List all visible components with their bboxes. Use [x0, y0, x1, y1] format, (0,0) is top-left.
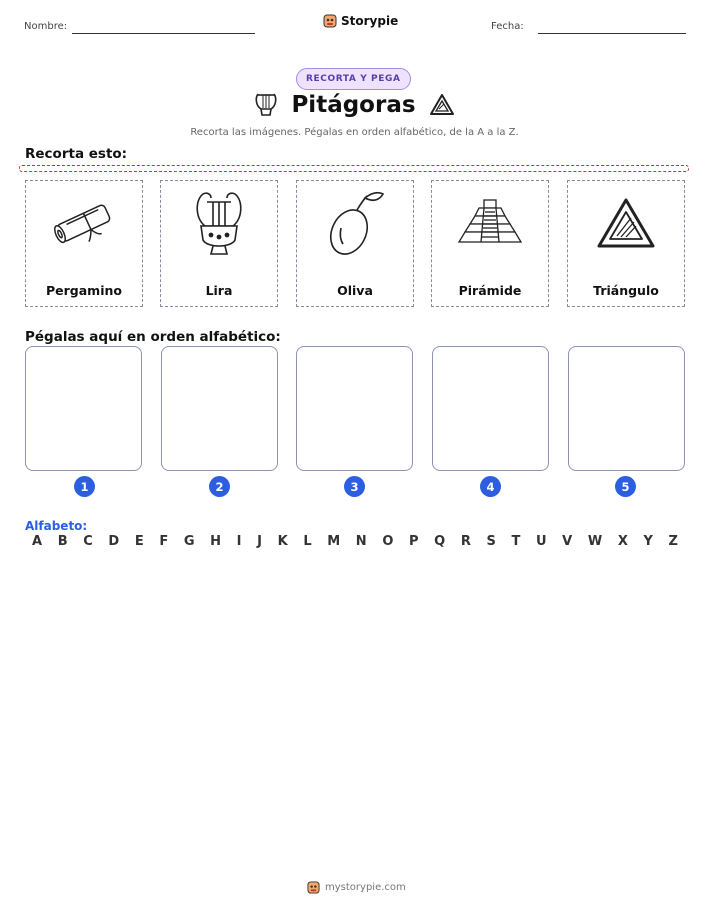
footer: [307, 880, 406, 895]
card-piramide[interactable]: [431, 180, 549, 307]
alphabet-letter: G: [183, 534, 195, 549]
slot-number-2: 2: [209, 476, 230, 497]
slot-number-3: 3: [344, 476, 365, 497]
alphabet-letter: B: [57, 534, 68, 549]
alphabet-letter: Z: [668, 534, 678, 549]
card-triangulo[interactable]: [567, 180, 685, 307]
alphabet-letter: V: [562, 534, 573, 549]
alphabet-letter: Y: [643, 534, 653, 549]
alphabet-letter: U: [535, 534, 547, 549]
lyre-icon: [189, 188, 249, 260]
slot-number-5: 5: [615, 476, 636, 497]
instructions: Recorta las imágenes. Pégalas en orden alfabético, de la A a la Z.: [190, 127, 519, 138]
alphabet-letter: Q: [434, 534, 446, 549]
alphabet-letter: W: [587, 534, 603, 549]
alphabet-letter: A: [32, 534, 43, 549]
card-label: Oliva: [337, 283, 373, 298]
alphabet-row: [32, 534, 678, 549]
footer-site: mystorypie.com: [325, 882, 406, 893]
alphabet-letter: J: [257, 534, 262, 549]
paste-slot-5[interactable]: [568, 346, 685, 471]
paste-heading: Pégalas aquí en orden alfabético:: [25, 329, 281, 345]
alphabet-letter: P: [409, 534, 419, 549]
cut-heading: Recorta esto:: [25, 146, 128, 162]
paste-slot-3[interactable]: [296, 346, 413, 471]
card-label: Lira: [205, 283, 233, 298]
date-line[interactable]: [538, 33, 686, 34]
card-label: Pirámide: [458, 283, 522, 298]
alphabet-letter: I: [236, 534, 242, 549]
alphabet-letter: H: [210, 534, 222, 549]
alphabet-letter: M: [327, 534, 341, 549]
alphabet-letter: O: [382, 534, 394, 549]
alphabet-letter: K: [277, 534, 288, 549]
brand-name: Storypie: [341, 14, 399, 28]
cut-line: [19, 165, 689, 172]
alphabet-letter: E: [134, 534, 144, 549]
alphabet-letter: X: [617, 534, 628, 549]
triangle-icon: [593, 194, 659, 254]
storypie-mascot-icon: [307, 880, 320, 895]
alphabet-letter: F: [159, 534, 169, 549]
slot-number-4: 4: [480, 476, 501, 497]
name-label: Nombre:: [24, 21, 68, 32]
alphabet-letter: R: [460, 534, 471, 549]
alphabet-title: Alfabeto:: [25, 519, 88, 533]
pyramid-icon: [453, 196, 527, 252]
card-label: Pergamino: [46, 283, 122, 298]
date-label: Fecha:: [491, 21, 524, 32]
storypie-mascot-icon: [323, 13, 337, 29]
alphabet-letter: L: [303, 534, 312, 549]
paste-slot-4[interactable]: [432, 346, 549, 471]
page-title: Pitágoras: [291, 92, 416, 118]
alphabet-letter: N: [355, 534, 367, 549]
alphabet-letter: T: [511, 534, 521, 549]
alphabet-letter: D: [108, 534, 120, 549]
card-oliva[interactable]: [296, 180, 414, 307]
brand-logo: [323, 13, 398, 29]
card-pergamino[interactable]: [25, 180, 143, 307]
scroll-icon: [48, 194, 120, 254]
activity-badge: RECORTA Y PEGA: [296, 66, 411, 85]
olive-icon: [323, 188, 387, 260]
alphabet-letter: C: [83, 534, 93, 549]
lyre-small-icon: [253, 90, 279, 120]
name-line[interactable]: [72, 33, 255, 34]
card-label: Triángulo: [593, 283, 659, 298]
title-row: [0, 90, 709, 120]
slot-number-1: 1: [74, 476, 95, 497]
triangle-small-icon: [428, 92, 456, 118]
paste-slot-1[interactable]: [25, 346, 142, 471]
card-lira[interactable]: [160, 180, 278, 307]
paste-slot-2[interactable]: [161, 346, 278, 471]
alphabet-letter: S: [486, 534, 496, 549]
